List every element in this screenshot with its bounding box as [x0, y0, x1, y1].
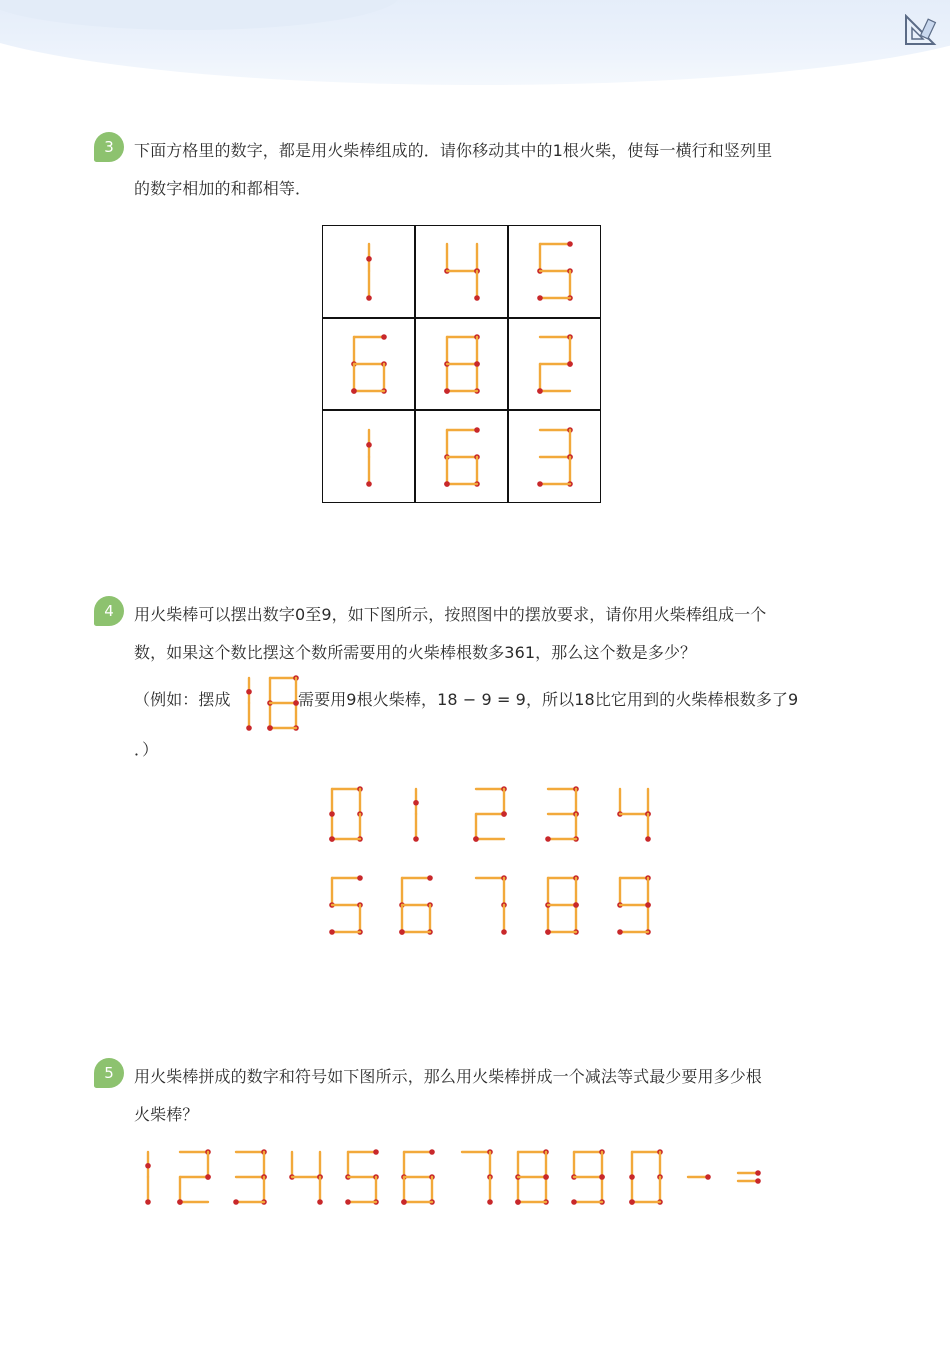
digit-2: [472, 785, 508, 843]
symbol-digit-7: [458, 1148, 494, 1206]
grid-digit-1-2: [536, 333, 574, 395]
digit-5: [328, 874, 364, 936]
q4-example-prefix: （例如：摆成: [134, 690, 231, 709]
symbol-digit-2: [176, 1148, 212, 1206]
equals-sign: [734, 1148, 762, 1206]
symbol-digit-5: [344, 1148, 380, 1206]
grid-digit-0-1: [443, 240, 481, 302]
digit-0: [328, 785, 364, 843]
example-digit-1: [238, 674, 260, 732]
symbol-digit-8: [514, 1148, 550, 1206]
grid-cell-1-0: [322, 318, 415, 411]
symbol-digit-3: [232, 1148, 268, 1206]
q5-text-line2: 火柴棒？: [134, 1105, 199, 1124]
symbol-digit-6: [400, 1148, 436, 1206]
example-digit-8: [266, 674, 300, 732]
grid-digit-2-1: [443, 426, 481, 488]
digit-9: [616, 874, 652, 936]
grid-digit-0-2: [536, 240, 574, 302]
grid-cell-1-1: [415, 318, 508, 411]
question-5-badge: 5: [94, 1058, 124, 1088]
q5-text-line1: 用火柴棒拼成的数字和符号如下图所示，那么用火柴棒拼成一个减法等式最少要用多少根: [134, 1067, 762, 1086]
symbol-digit-9: [570, 1148, 606, 1206]
q3-text-line1: 下面方格里的数字，都是用火柴棒组成的．请你移动其中的1根火柴，使每一横行和竖列里: [134, 141, 773, 160]
grid-cell-0-1: [415, 225, 508, 318]
symbol-digit-0: [628, 1148, 664, 1206]
grid-digit-1-0: [350, 333, 388, 395]
grid-cell-0-0: [322, 225, 415, 318]
digit-1: [398, 785, 434, 843]
digit-3: [544, 785, 580, 843]
digit-6: [398, 874, 434, 936]
matchstick-grid: [322, 225, 601, 503]
grid-cell-2-2: [508, 410, 601, 503]
grid-digit-2-2: [536, 426, 574, 488]
grid-digit-1-1: [443, 333, 481, 395]
ruler-logo-icon: [902, 14, 938, 46]
digit-4: [616, 785, 652, 843]
q4-text-line1: 用火柴棒可以摆出数字0至9，如下图所示，按照图中的摆放要求，请你用火柴棒组成一个: [134, 605, 767, 624]
digit-8: [544, 874, 580, 936]
grid-cell-2-1: [415, 410, 508, 503]
q3-text-line2: 的数字相加的和都相等．: [134, 179, 312, 198]
grid-cell-1-2: [508, 318, 601, 411]
grid-cell-0-2: [508, 225, 601, 318]
question-4-badge: 4: [94, 596, 124, 626]
symbol-digit-4: [288, 1148, 324, 1206]
grid-digit-0-0: [350, 240, 388, 302]
grid-cell-2-0: [322, 410, 415, 503]
minus-sign: [684, 1148, 712, 1206]
digit-7: [472, 874, 508, 936]
question-3-badge: 3: [94, 132, 124, 162]
symbol-digit-1: [130, 1148, 166, 1206]
q4-example-suffix: 需要用9根火柴棒，18 − 9 = 9，所以18比它用到的火柴棒根数多了9: [298, 690, 799, 709]
grid-digit-2-0: [350, 426, 388, 488]
q4-text-line2: 数，如果这个数比摆这个数所需要用的火柴棒根数多361，那么这个数是多少？: [134, 643, 697, 662]
q4-text-line4: ．）: [134, 740, 159, 759]
